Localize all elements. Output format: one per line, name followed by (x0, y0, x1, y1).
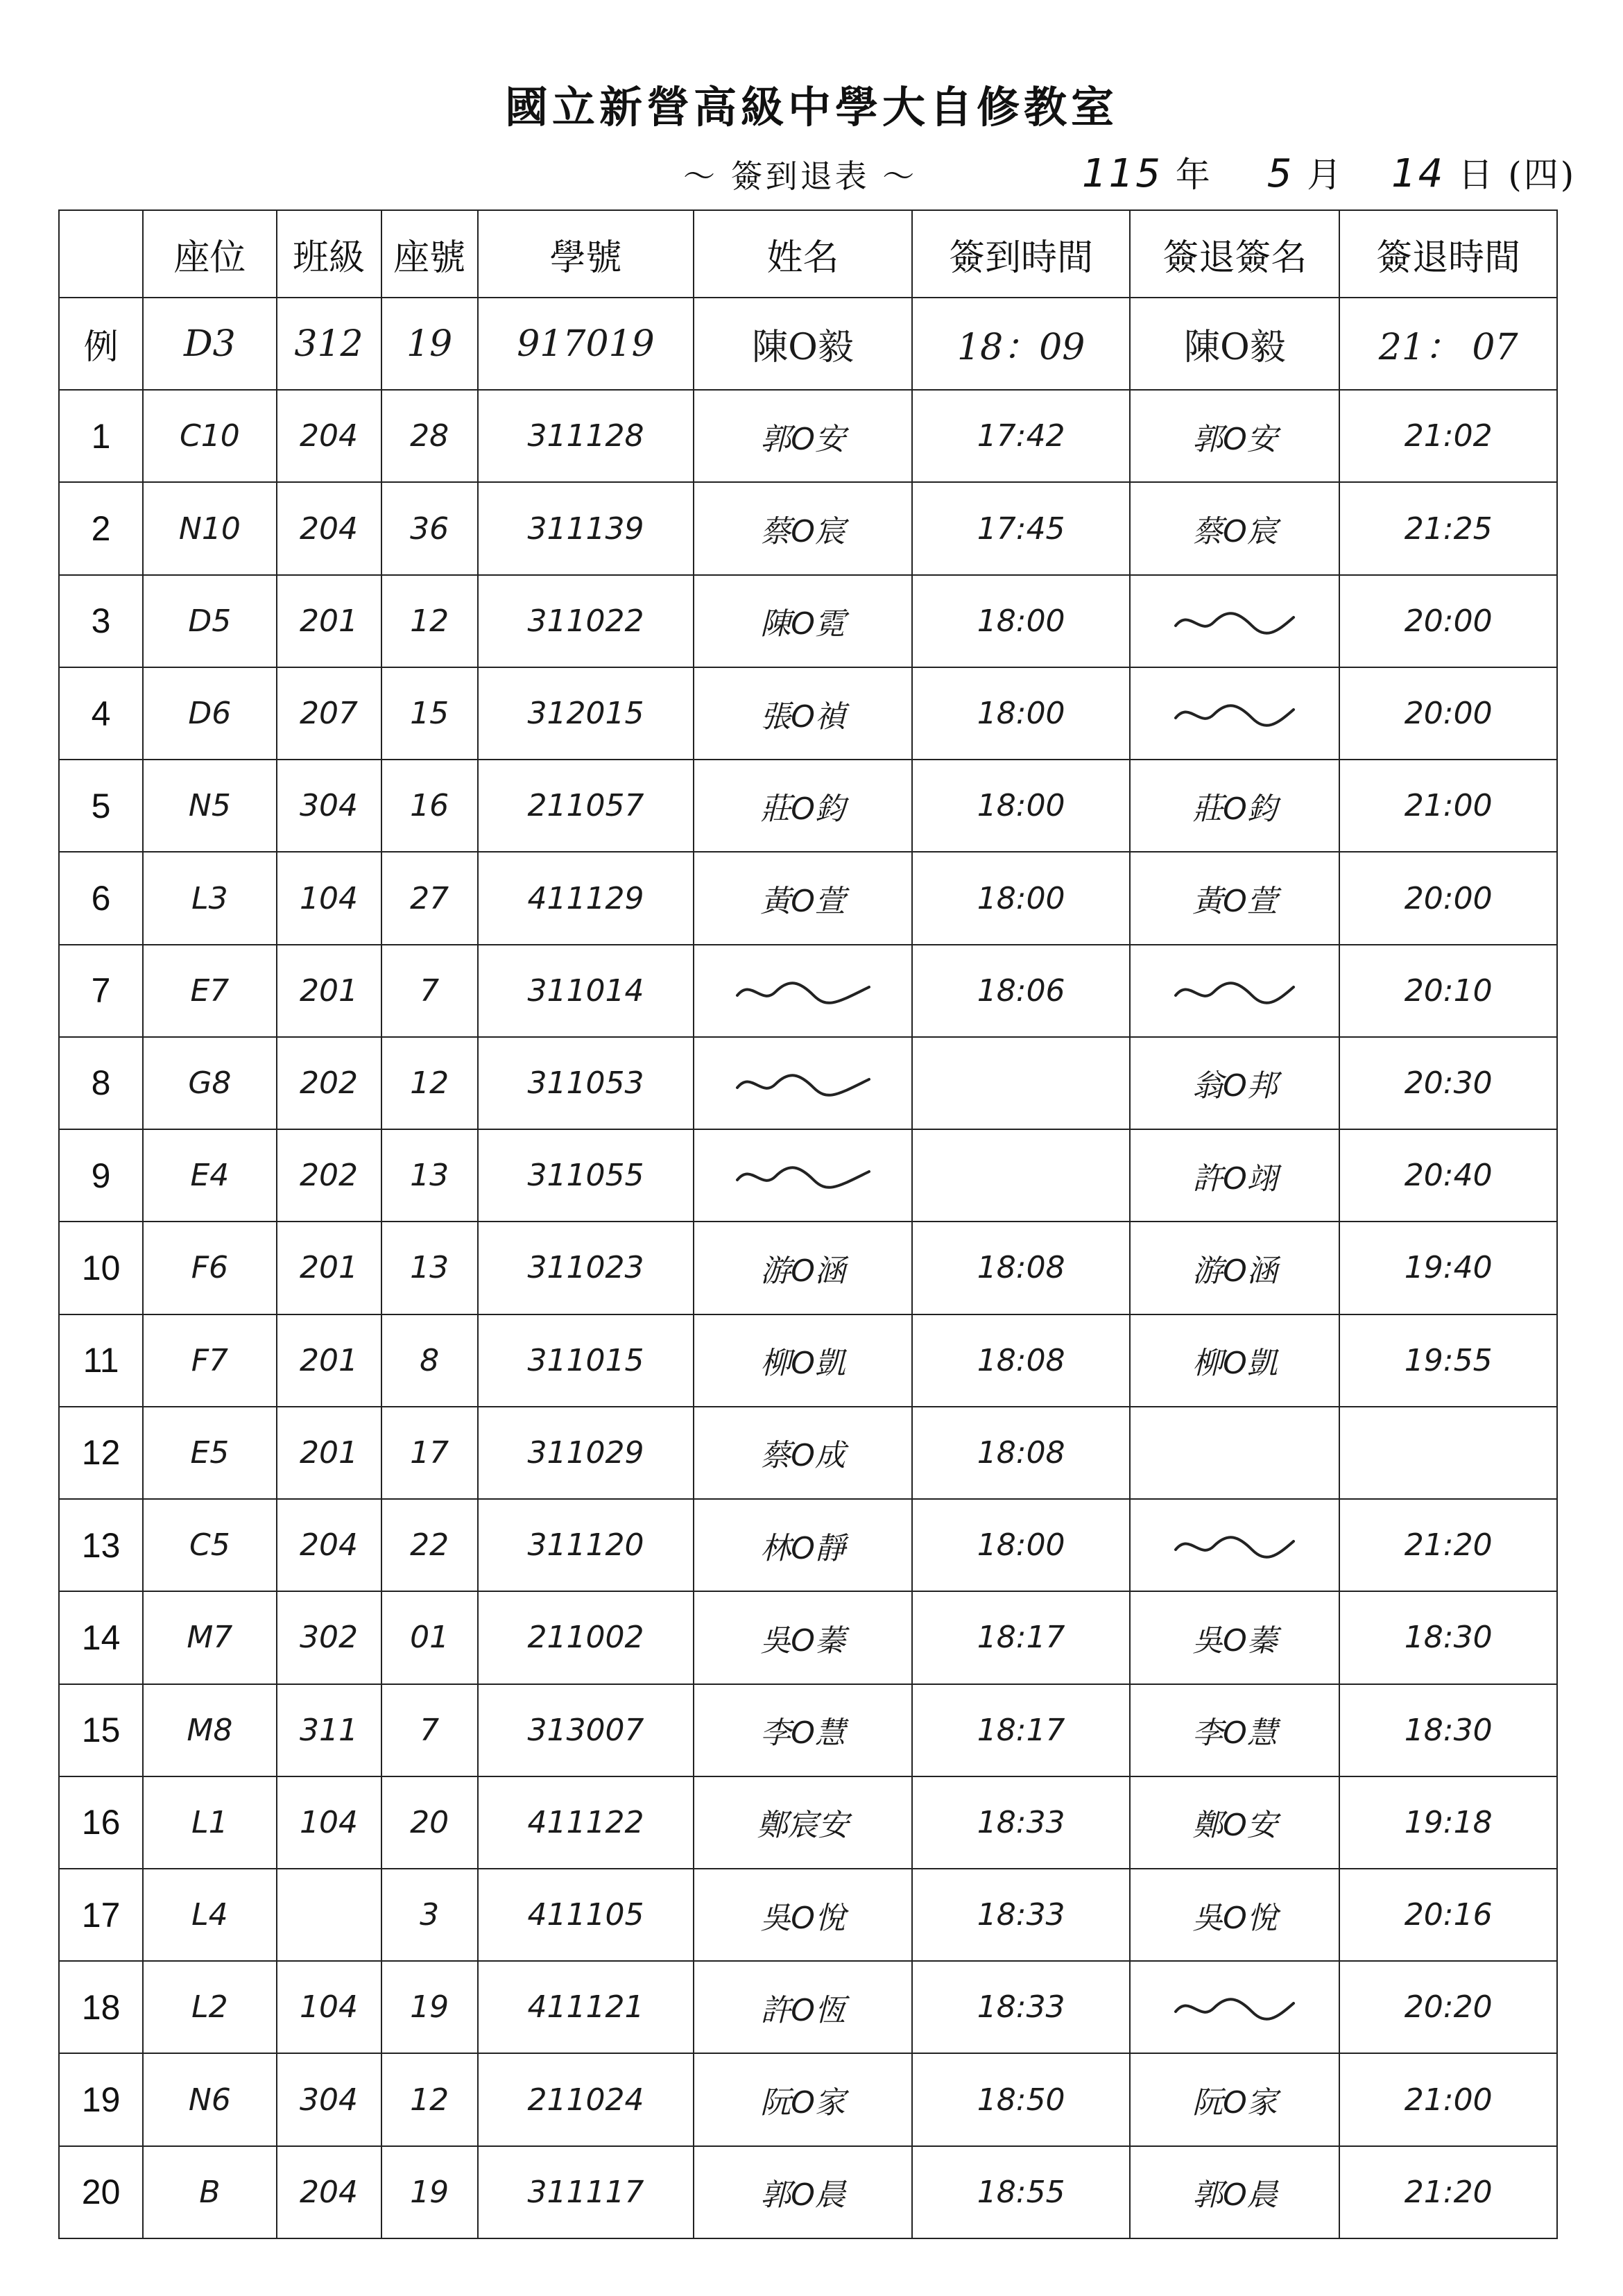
name-cell: 游O涵 (694, 1222, 912, 1314)
student-id-cell: 311022 (478, 575, 694, 667)
row-index: 9 (59, 1129, 143, 1222)
col-header-check-out: 簽退時間 (1339, 210, 1557, 298)
date-year-unit: 年 (1175, 155, 1212, 195)
row-index: 1 (59, 390, 143, 482)
col-header-student-id: 學號 (478, 210, 694, 298)
date-month: 5 (1266, 151, 1294, 196)
table-row (59, 1869, 1557, 1961)
table-row (59, 945, 1557, 1037)
row-index: 8 (59, 1037, 143, 1129)
example-check-in: 18：09 (912, 298, 1131, 390)
signout-name-cell: 柳O凱 (1130, 1314, 1339, 1407)
check-out-cell: 21:20 (1339, 1499, 1557, 1591)
name-cell: 鄭宸安 (694, 1776, 912, 1869)
example-label: 例 (59, 298, 143, 390)
check-out-cell: 19:40 (1339, 1222, 1557, 1314)
row-index: 10 (59, 1222, 143, 1314)
date-month-unit: 月 (1307, 155, 1344, 195)
col-header-check-in: 簽到時間 (912, 210, 1131, 298)
seat-number-cell: 8 (381, 1314, 478, 1407)
signout-name-cell: 游O涵 (1130, 1222, 1339, 1314)
check-out-cell (1339, 1407, 1557, 1499)
check-out-cell: 20:40 (1339, 1129, 1557, 1222)
seat-number-cell: 7 (381, 1684, 478, 1776)
check-out-cell: 21:00 (1339, 760, 1557, 852)
table-row (59, 2053, 1557, 2145)
seat-cell: D5 (143, 575, 276, 667)
table-header-row (59, 210, 1557, 298)
signout-name-cell: 蔡O宸 (1130, 482, 1339, 574)
signature-scribble (734, 975, 873, 1009)
seat-number-cell: 01 (381, 1591, 478, 1684)
class-cell: 204 (277, 390, 381, 482)
seat-number-cell: 13 (381, 1222, 478, 1314)
student-id-cell: 311117 (478, 2146, 694, 2238)
row-index: 12 (59, 1407, 143, 1499)
example-signout-name: 陳O毅 (1130, 298, 1339, 390)
check-in-cell: 18:00 (912, 760, 1131, 852)
signout-name-cell: 吳O悅 (1130, 1869, 1339, 1961)
seat-cell: F6 (143, 1222, 276, 1314)
check-in-cell: 18:17 (912, 1591, 1131, 1684)
seat-number-cell: 27 (381, 852, 478, 944)
name-cell: 李O慧 (694, 1684, 912, 1776)
student-id-cell: 411129 (478, 852, 694, 944)
date-day-unit: 日 (1458, 155, 1495, 195)
row-index: 16 (59, 1776, 143, 1869)
sheet-title: 國立新營高級中學大自修教室 (504, 82, 1118, 132)
table-row (59, 1591, 1557, 1684)
signout-name-cell: 阮O家 (1130, 2053, 1339, 2145)
table-row (59, 1222, 1557, 1314)
check-in-cell: 18:33 (912, 1869, 1131, 1961)
row-index: 15 (59, 1684, 143, 1776)
row-index: 17 (59, 1869, 143, 1961)
row-index: 19 (59, 2053, 143, 2145)
row-index: 20 (59, 2146, 143, 2238)
table-row (59, 1129, 1557, 1222)
seat-number-cell: 28 (381, 390, 478, 482)
check-in-cell: 18:08 (912, 1222, 1131, 1314)
seat-cell: N5 (143, 760, 276, 852)
name-cell (694, 1037, 912, 1129)
col-header-index (59, 210, 143, 298)
student-id-cell: 311120 (478, 1499, 694, 1591)
signout-name-cell: 黃O萱 (1130, 852, 1339, 944)
check-out-cell: 21:20 (1339, 2146, 1557, 2238)
class-cell: 202 (277, 1037, 381, 1129)
seat-cell: L2 (143, 1961, 276, 2053)
check-in-cell (912, 1037, 1131, 1129)
check-in-cell: 18:55 (912, 2146, 1131, 2238)
example-class: 312 (277, 298, 381, 390)
signout-name-cell (1130, 1499, 1339, 1591)
class-cell: 204 (277, 482, 381, 574)
name-cell (694, 1129, 912, 1222)
name-cell: 林O靜 (694, 1499, 912, 1591)
seat-cell: E7 (143, 945, 276, 1037)
class-cell: 104 (277, 1961, 381, 2053)
class-cell: 201 (277, 575, 381, 667)
signout-name-cell (1130, 667, 1339, 760)
check-in-cell: 18:00 (912, 852, 1131, 944)
sheet-subtitle: ～ 簽到退表 ～ (683, 157, 918, 195)
class-cell: 104 (277, 1776, 381, 1869)
signature-scribble (1172, 1529, 1297, 1563)
seat-number-cell: 12 (381, 575, 478, 667)
signout-name-cell: 吳O蓁 (1130, 1591, 1339, 1684)
class-cell: 207 (277, 667, 381, 760)
row-index: 2 (59, 482, 143, 574)
student-id-cell: 311015 (478, 1314, 694, 1407)
name-cell: 阮O家 (694, 2053, 912, 2145)
check-in-cell: 18:17 (912, 1684, 1131, 1776)
seat-number-cell: 19 (381, 1961, 478, 2053)
class-cell: 304 (277, 760, 381, 852)
seat-cell: N6 (143, 2053, 276, 2145)
row-index: 13 (59, 1499, 143, 1591)
sheet-date (1082, 147, 1576, 197)
signature-scribble (734, 1067, 873, 1102)
name-cell (694, 945, 912, 1037)
row-index: 4 (59, 667, 143, 760)
class-cell: 201 (277, 1407, 381, 1499)
row-index: 18 (59, 1961, 143, 2053)
student-id-cell: 411105 (478, 1869, 694, 1961)
seat-number-cell: 20 (381, 1776, 478, 1869)
signout-name-cell: 郭O晨 (1130, 2146, 1339, 2238)
name-cell: 陳O霓 (694, 575, 912, 667)
student-id-cell: 311128 (478, 390, 694, 482)
name-cell: 柳O凱 (694, 1314, 912, 1407)
name-cell: 張O禎 (694, 667, 912, 760)
check-in-cell: 18:50 (912, 2053, 1131, 2145)
check-out-cell: 20:30 (1339, 1037, 1557, 1129)
name-cell: 黃O萱 (694, 852, 912, 944)
table-row (59, 1314, 1557, 1407)
row-index: 6 (59, 852, 143, 944)
signout-name-cell: 李O慧 (1130, 1684, 1339, 1776)
table-row (59, 667, 1557, 760)
seat-number-cell: 22 (381, 1499, 478, 1591)
check-out-cell: 19:55 (1339, 1314, 1557, 1407)
row-index: 5 (59, 760, 143, 852)
row-index: 7 (59, 945, 143, 1037)
col-header-name: 姓名 (694, 210, 912, 298)
class-cell: 204 (277, 2146, 381, 2238)
signature-scribble (1172, 697, 1297, 732)
check-in-cell: 17:42 (912, 390, 1131, 482)
check-out-cell: 20:00 (1339, 667, 1557, 760)
table-row (59, 1499, 1557, 1591)
check-in-cell: 18:00 (912, 667, 1131, 760)
check-in-cell: 17:45 (912, 482, 1131, 574)
col-header-seat: 座位 (143, 210, 276, 298)
check-in-cell: 18:08 (912, 1314, 1131, 1407)
table-row (59, 390, 1557, 482)
col-header-class: 班級 (277, 210, 381, 298)
check-out-cell: 21:00 (1339, 2053, 1557, 2145)
student-id-cell: 312015 (478, 667, 694, 760)
name-cell: 蔡O成 (694, 1407, 912, 1499)
seat-cell: M7 (143, 1591, 276, 1684)
seat-cell: L3 (143, 852, 276, 944)
class-cell: 311 (277, 1684, 381, 1776)
check-out-cell: 21:25 (1339, 482, 1557, 574)
seat-number-cell: 15 (381, 667, 478, 760)
seat-cell: B (143, 2146, 276, 2238)
signout-name-cell: 郭O安 (1130, 390, 1339, 482)
date-year: 115 (1082, 151, 1162, 196)
example-number: 19 (381, 298, 478, 390)
student-id-cell: 311055 (478, 1129, 694, 1222)
check-in-cell: 18:06 (912, 945, 1131, 1037)
seat-cell: G8 (143, 1037, 276, 1129)
col-header-signout-name: 簽退簽名 (1130, 210, 1339, 298)
student-id-cell: 311053 (478, 1037, 694, 1129)
seat-number-cell: 12 (381, 1037, 478, 1129)
date-day: 14 (1391, 151, 1445, 196)
student-id-cell: 211002 (478, 1591, 694, 1684)
student-id-cell: 311014 (478, 945, 694, 1037)
example-row (59, 298, 1557, 390)
check-in-cell (912, 1129, 1131, 1222)
row-index: 14 (59, 1591, 143, 1684)
student-id-cell: 411121 (478, 1961, 694, 2053)
table-row (59, 1037, 1557, 1129)
seat-cell: F7 (143, 1314, 276, 1407)
table-row (59, 760, 1557, 852)
seat-number-cell: 3 (381, 1869, 478, 1961)
class-cell: 201 (277, 1222, 381, 1314)
class-cell: 202 (277, 1129, 381, 1222)
date-weekday: (四) (1508, 155, 1577, 195)
check-out-cell: 20:00 (1339, 575, 1557, 667)
student-id-cell: 313007 (478, 1684, 694, 1776)
check-out-cell: 19:18 (1339, 1776, 1557, 1869)
name-cell: 莊O鈞 (694, 760, 912, 852)
example-student-id: 917019 (478, 298, 694, 390)
signout-name-cell: 翁O邦 (1130, 1037, 1339, 1129)
class-cell: 302 (277, 1591, 381, 1684)
signature-scribble (1172, 975, 1297, 1009)
signout-name-cell: 鄭O安 (1130, 1776, 1339, 1869)
check-out-cell: 18:30 (1339, 1591, 1557, 1684)
seat-cell: C5 (143, 1499, 276, 1591)
table-row (59, 482, 1557, 574)
class-cell: 201 (277, 1314, 381, 1407)
student-id-cell: 411122 (478, 1776, 694, 1869)
name-cell: 吳O蓁 (694, 1591, 912, 1684)
col-header-number: 座號 (381, 210, 478, 298)
seat-cell: N10 (143, 482, 276, 574)
name-cell: 蔡O宸 (694, 482, 912, 574)
table-row (59, 2146, 1557, 2238)
row-index: 3 (59, 575, 143, 667)
seat-number-cell: 17 (381, 1407, 478, 1499)
student-id-cell: 311139 (478, 482, 694, 574)
row-index: 11 (59, 1314, 143, 1407)
seat-cell: C10 (143, 390, 276, 482)
class-cell: 104 (277, 852, 381, 944)
table-row (59, 1961, 1557, 2053)
signout-name-cell (1130, 945, 1339, 1037)
signature-scribble (1172, 1991, 1297, 2025)
seat-cell: M8 (143, 1684, 276, 1776)
student-id-cell: 311023 (478, 1222, 694, 1314)
student-id-cell: 311029 (478, 1407, 694, 1499)
seat-cell: L1 (143, 1776, 276, 1869)
check-out-cell: 21:02 (1339, 390, 1557, 482)
check-out-cell: 20:16 (1339, 1869, 1557, 1961)
check-out-cell: 20:00 (1339, 852, 1557, 944)
seat-number-cell: 13 (381, 1129, 478, 1222)
check-out-cell: 20:20 (1339, 1961, 1557, 2053)
seat-cell: D6 (143, 667, 276, 760)
check-in-cell: 18:33 (912, 1776, 1131, 1869)
table-row (59, 852, 1557, 944)
seat-number-cell: 7 (381, 945, 478, 1037)
class-cell (277, 1869, 381, 1961)
signout-name-cell: 莊O鈞 (1130, 760, 1339, 852)
class-cell: 304 (277, 2053, 381, 2145)
table-row (59, 575, 1557, 667)
seat-cell: E4 (143, 1129, 276, 1222)
seat-number-cell: 19 (381, 2146, 478, 2238)
signature-scribble (1172, 605, 1297, 640)
check-out-cell: 18:30 (1339, 1684, 1557, 1776)
check-in-cell: 18:08 (912, 1407, 1131, 1499)
class-cell: 201 (277, 945, 381, 1037)
name-cell: 許O恆 (694, 1961, 912, 2053)
seat-number-cell: 12 (381, 2053, 478, 2145)
signout-name-cell (1130, 1961, 1339, 2053)
table-row (59, 1776, 1557, 1869)
check-in-cell: 18:00 (912, 575, 1131, 667)
seat-number-cell: 36 (381, 482, 478, 574)
signature-scribble (734, 1159, 873, 1194)
signin-table (58, 209, 1558, 2239)
example-name: 陳O毅 (694, 298, 912, 390)
name-cell: 郭O安 (694, 390, 912, 482)
class-cell: 204 (277, 1499, 381, 1591)
example-check-out: 21： 07 (1339, 298, 1557, 390)
name-cell: 吳O悅 (694, 1869, 912, 1961)
seat-cell: E5 (143, 1407, 276, 1499)
seat-cell: L4 (143, 1869, 276, 1961)
name-cell: 郭O晨 (694, 2146, 912, 2238)
example-seat: D3 (143, 298, 276, 390)
signout-name-cell (1130, 575, 1339, 667)
check-in-cell: 18:33 (912, 1961, 1131, 2053)
signout-name-cell: 許O翊 (1130, 1129, 1339, 1222)
table-row (59, 1684, 1557, 1776)
signout-name-cell (1130, 1407, 1339, 1499)
student-id-cell: 211024 (478, 2053, 694, 2145)
student-id-cell: 211057 (478, 760, 694, 852)
check-out-cell: 20:10 (1339, 945, 1557, 1037)
table-row (59, 1407, 1557, 1499)
check-in-cell: 18:00 (912, 1499, 1131, 1591)
seat-number-cell: 16 (381, 760, 478, 852)
